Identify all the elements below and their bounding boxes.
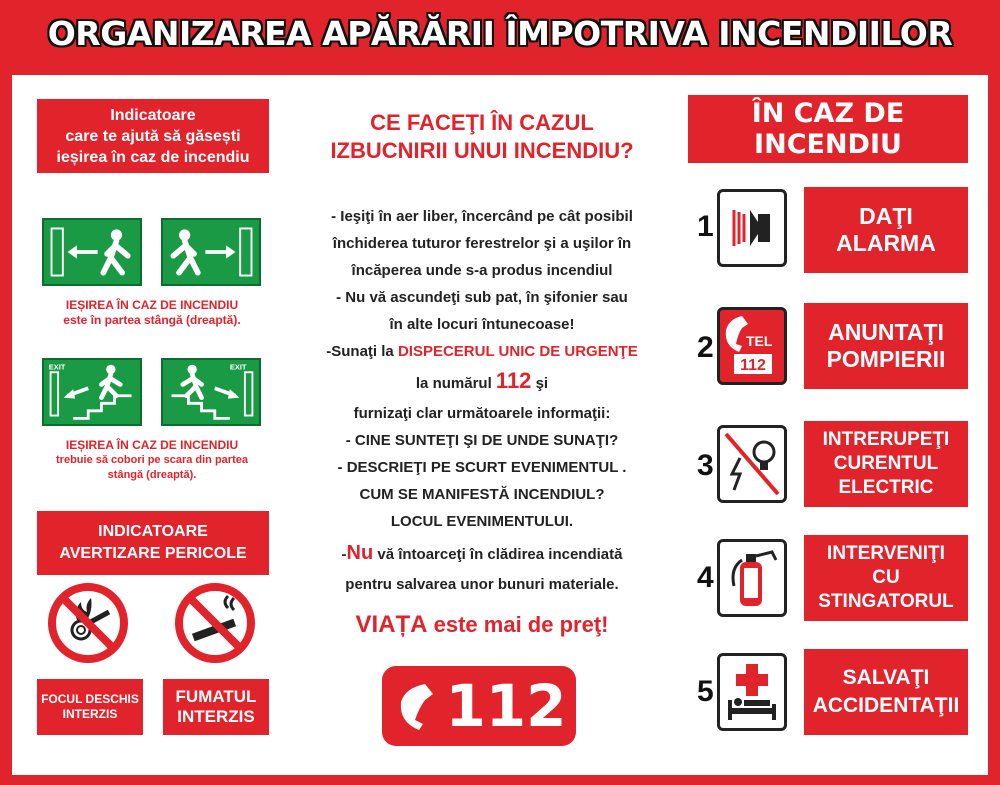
number-suffix: şi — [531, 375, 549, 392]
center-heading — [292, 109, 672, 165]
exit-signs-header-line: care te ajută să găsești — [65, 127, 241, 145]
nu-word: Nu — [346, 542, 374, 564]
exit-stairs-left-icon — [44, 360, 140, 424]
action-extinguisher-line1: INTERVENIŢI — [827, 543, 945, 564]
instruction-line: în alte locuri întunecoase! — [389, 316, 575, 333]
exit-caption-1-line1: IEȘIREA ÎN CAZ DE INCENDIU — [65, 298, 239, 312]
warning-signs-header-line2: AVERTIZARE PERICOLE — [59, 545, 247, 562]
exit-caption-2-line1: IEȘIREA ÎN CAZ DE INCENDIU — [65, 438, 239, 452]
nu-line — [282, 537, 682, 571]
number-prefix: la numărul — [415, 375, 496, 392]
tel-label: TEL — [746, 333, 773, 349]
instruction-line: închiderea tuturor ferestrelor şi a uşilor în — [332, 235, 632, 252]
action-alarm-line1: DAŢI — [859, 203, 913, 229]
number-value: 112 — [495, 368, 532, 393]
nu-rest: vă întoarceţi în clădirea incendiată — [373, 546, 623, 563]
exit-right-icon — [163, 220, 259, 284]
center-heading-line2: IZBUCNIRII UNUI INCENDIU? — [330, 138, 634, 163]
action-alarm-line2: ALARMA — [836, 230, 936, 256]
action-save-line2: ACCIDENTAŢII — [812, 694, 960, 717]
phone-icon-box — [717, 307, 787, 385]
exit-signs-header-line: ieșirea în caz de incendiu — [56, 148, 250, 166]
action-call-firefighters — [804, 303, 968, 389]
warning-signs-header-line1: INDICATOARE — [98, 523, 208, 540]
action-power-line1: INTRERUPEŢI — [822, 429, 950, 450]
emergency-number: 112 — [445, 672, 567, 740]
warning-signs-header — [37, 511, 269, 575]
open-fire-forbidden-label — [37, 679, 143, 735]
phone-handset-icon — [391, 680, 437, 732]
step-number-2: 2 — [697, 331, 714, 364]
exit-signs-header-line: Indicatoare — [110, 106, 196, 124]
info-line: furnizaţi clar următoarele informaţii: — [353, 405, 611, 422]
open-fire-forbidden-line1: FOCUL DESCHIS — [41, 692, 139, 706]
nu-line-2: pentru salvarea unor bunuri materiale. — [345, 576, 619, 593]
action-cut-power — [804, 421, 968, 507]
first-aid-icon — [720, 656, 784, 728]
exit-label: EXIT — [48, 362, 66, 372]
action-power-line3: ELECTRIC — [838, 477, 934, 498]
action-save-line1: SALVAŢI — [842, 666, 930, 689]
no-open-fire-sign — [47, 582, 129, 664]
instruction-line: - Nu vă ascundeţi sub pat, în şifonier sau — [336, 289, 628, 306]
tel-number: 112 — [740, 357, 766, 374]
exit-caption-2-line2: trebuie să cobori pe scara din partea — [56, 454, 248, 466]
no-smoking-icon — [174, 582, 256, 664]
instruction-line: încăperea unde s-a produs incendiul — [351, 262, 613, 279]
open-fire-forbidden-line2: INTERZIS — [62, 707, 118, 721]
action-save-injured — [804, 649, 968, 735]
call-prefix: -Sunaţi la — [326, 343, 398, 360]
smoking-forbidden-line1: FUMATUL — [175, 687, 257, 706]
step-number-1: 1 — [697, 210, 714, 243]
power-icon-box — [717, 425, 787, 503]
info-line: CUM SE MANIFESTĂ INCENDIUL? — [359, 486, 605, 503]
action-alarm — [804, 187, 968, 273]
step-number-5: 5 — [697, 675, 714, 708]
nu-dash: - — [341, 546, 347, 563]
fire-case-header: ÎN CAZ DE INCENDIU — [688, 95, 968, 163]
no-open-fire-icon — [47, 582, 129, 664]
instruction-line: - Ieşiţi în aer liber, încercând pe cât posibil — [331, 208, 633, 225]
action-extinguisher-line2: CU — [872, 567, 900, 588]
exit-caption-2 — [32, 438, 272, 483]
step-number-4: 4 — [697, 561, 714, 594]
action-power-line2: CURENTUL — [833, 453, 939, 474]
exit-caption-2-line3: stângă (dreaptă). — [107, 469, 197, 481]
life-line — [282, 611, 682, 639]
exit-stairs-right-icon — [163, 360, 259, 424]
info-line: LOCUL EVENIMENTULUI. — [390, 513, 574, 530]
exit-caption-1 — [32, 298, 272, 328]
extinguisher-icon-box — [717, 539, 787, 617]
exit-stairs-left-sign — [42, 358, 142, 426]
exit-stairs-right-sign — [161, 358, 261, 426]
step-number-3: 3 — [697, 449, 714, 482]
phone-tel-icon — [720, 310, 784, 382]
instructions — [282, 203, 682, 598]
content-panel — [12, 75, 988, 775]
page-title: ORGANIZAREA APĂRĂRII ÎMPOTRIVA INCENDIILOR — [47, 14, 953, 53]
smoking-forbidden-label — [163, 679, 269, 735]
exit-left-icon — [44, 220, 140, 284]
action-use-extinguisher — [804, 535, 968, 621]
no-smoking-sign — [174, 582, 256, 664]
exit-right-sign — [161, 218, 261, 286]
number-line — [282, 365, 682, 400]
action-call-line2: POMPIERII — [826, 346, 946, 372]
life-rest: este mai de preţ! — [427, 612, 609, 637]
action-extinguisher-line3: STINGATORUL — [818, 591, 954, 612]
alarm-icon-box — [717, 189, 787, 267]
info-line: - DESCRIEŢI PE SCURT EVENIMENTUL . — [337, 459, 627, 476]
exit-signs-header — [37, 99, 269, 173]
emergency-number-badge — [382, 666, 576, 746]
fire-extinguisher-icon — [720, 542, 784, 614]
exit-left-sign — [42, 218, 142, 286]
call-line — [282, 338, 682, 365]
center-heading-line1: CE FACEŢI ÎN CAZUL — [370, 110, 594, 135]
info-line: - CINE SUNTEŢI ŞI DE UNDE SUNAŢI? — [345, 432, 619, 449]
smoking-forbidden-line2: INTERZIS — [177, 707, 255, 726]
action-call-line1: ANUNTAŢI — [828, 319, 944, 345]
call-highlight: DISPECERUL UNIC DE URGENŢE — [397, 343, 638, 360]
power-off-icon — [720, 428, 784, 500]
alarm-bell-icon — [720, 192, 784, 264]
first-aid-icon-box — [717, 653, 787, 731]
exit-caption-1-line2: este în partea stângă (dreaptă). — [63, 313, 241, 327]
exit-label: EXIT — [229, 362, 247, 372]
life-strong: VIAȚA — [355, 611, 428, 638]
